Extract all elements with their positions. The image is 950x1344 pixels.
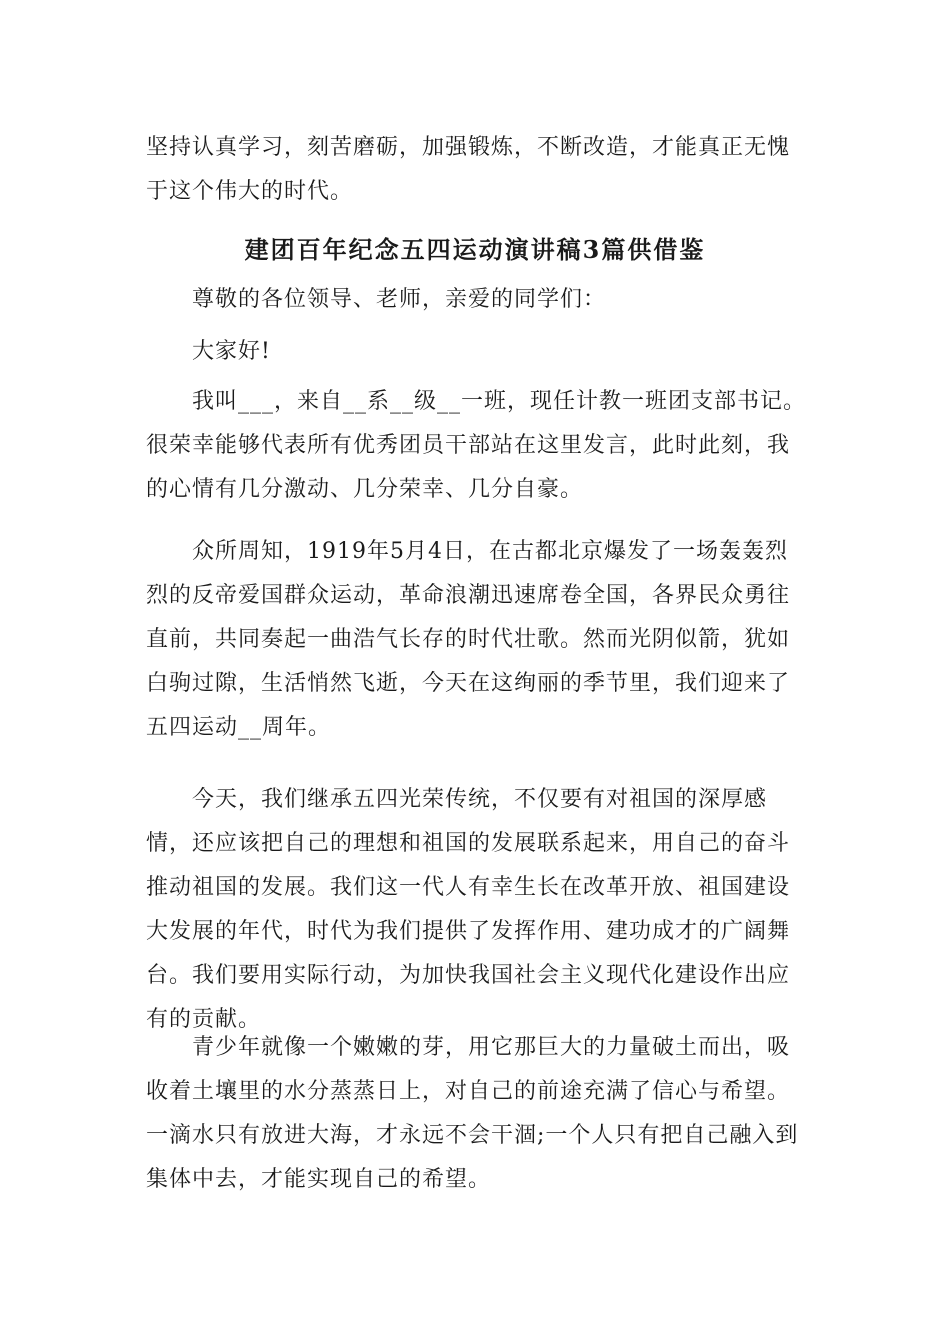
greeting: 大家好!	[192, 339, 271, 364]
body-paragraph-2: 众所周知，1919年5月4日，在古都北京爆发了一场轰轰烈烈的反帝爱国群众运动，革命浪潮迅速席卷全国，各界民众勇往直前，共同奏起一曲浩气长存的时代壮歌。然而光阴似箭，犹如白驹过隙，生活悄然飞逝，今天在这绚丽的季节里，我们迎来了五四运动__周年。	[146, 539, 791, 740]
body-paragraph-4: 青少年就像一个嫩嫩的芽，用它那巨大的力量破土而出，吸收着土壤里的水分蒸蒸日上，对自己的前途充满了信心与希望。一滴水只有放进大海，才永远不会干涸;一个人只有把自己融入到集体中去，才能实现自己的希望。	[146, 1035, 799, 1192]
salutation: 尊敬的各位领导、老师，亲爱的同学们：	[192, 287, 607, 312]
body-paragraph-3: 今天，我们继承五四光荣传统，不仅要有对祖国的深厚感情，还应该把自己的理想和祖国的发展联系起来，用自己的奋斗推动祖国的发展。我们这一代人有幸生长在改革开放、祖国建设大发展的年代，时代为我们提供了发挥作用、建功成才的广阔舞台。我们要用实际行动，为加快我国社会主义现代化建设作出应有的贡献。	[146, 787, 791, 1032]
continuation-paragraph: 坚持认真学习，刻苦磨砺，加强锻炼，不断改造，才能真正无愧于这个伟大的时代。	[146, 135, 791, 204]
speech-title: 建团百年纪念五四运动演讲稿3篇供借鉴	[244, 235, 706, 264]
body-paragraph-1: 我叫___，来自__系__级__一班，现任计教一班团支部书记。很荣幸能够代表所有优秀团员干部站在这里发言，此时此刻，我的心情有几分激动、几分荣幸、几分自豪。	[146, 389, 807, 502]
